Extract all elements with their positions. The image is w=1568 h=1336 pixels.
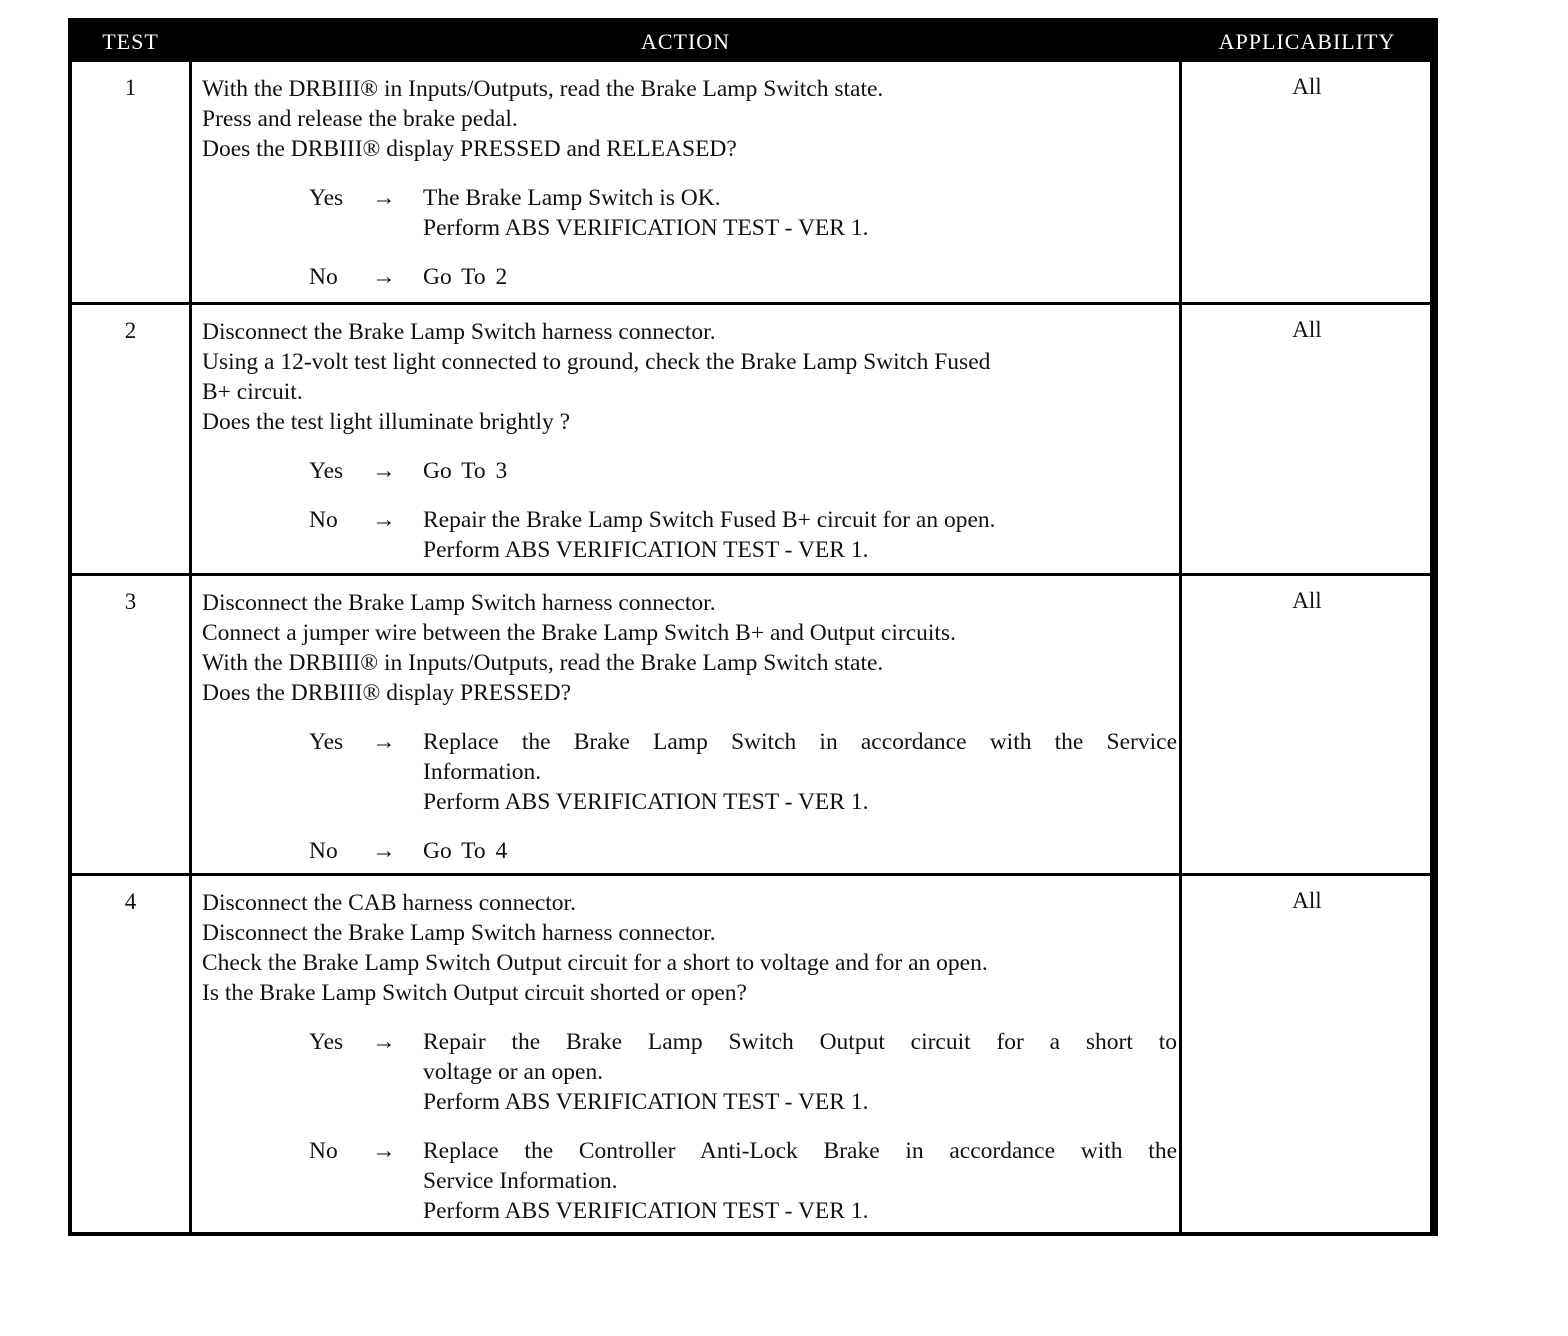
right-arrow-icon: →	[372, 264, 396, 290]
test-row-2	[72, 305, 1434, 573]
no-result	[202, 505, 1177, 565]
right-arrow-icon: →	[372, 185, 396, 211]
no-label: No	[309, 1138, 338, 1164]
test-action	[202, 888, 1177, 1226]
no-label: No	[309, 507, 338, 533]
result-text: Perform ABS VERIFICATION TEST - VER 1.	[423, 537, 869, 563]
step-text: Connect a jumper wire between the Brake Lamp Switch B+ and Output circuits.	[202, 620, 956, 646]
table-header	[72, 22, 1434, 62]
row-divider	[72, 573, 1434, 576]
yes-label: Yes	[309, 458, 344, 484]
yes-result	[202, 727, 1177, 817]
test-number: 4	[124, 889, 137, 914]
applicability-value: All	[1292, 74, 1322, 99]
test-action	[202, 588, 1177, 866]
goto-text: Go To 4	[423, 838, 508, 864]
applicability-value: All	[1292, 588, 1322, 613]
yes-label: Yes	[309, 1029, 344, 1055]
step-text: B+ circuit.	[202, 379, 303, 405]
step-text: With the DRBIII® in Inputs/Outputs, read the Brake Lamp Switch state.	[202, 650, 884, 676]
no-result	[202, 1136, 1177, 1226]
row-divider	[72, 302, 1434, 305]
step-text: Press and release the brake pedal.	[202, 106, 518, 132]
yes-result	[202, 456, 1177, 486]
step-text: With the DRBIII® in Inputs/Outputs, read the Brake Lamp Switch state.	[202, 76, 884, 102]
yes-label: Yes	[309, 185, 344, 211]
no-result	[202, 262, 1177, 292]
result-text: The Brake Lamp Switch is OK.	[423, 185, 721, 211]
yes-result	[202, 1027, 1177, 1117]
header-test: TEST	[102, 29, 159, 54]
result-text: Replace the Brake Lamp Switch in accordance with the Service	[423, 729, 1177, 755]
step-text: Using a 12-volt test light connected to ground, check the Brake Lamp Switch Fused	[202, 349, 991, 375]
goto-text: Go To 3	[423, 458, 508, 484]
right-arrow-icon: →	[372, 458, 396, 484]
step-text: Disconnect the Brake Lamp Switch harness connector.	[202, 920, 716, 946]
right-arrow-icon: →	[372, 507, 396, 533]
step-text: Check the Brake Lamp Switch Output circuit for a short to voltage and for an open.	[202, 950, 988, 976]
yes-result	[202, 183, 1177, 243]
step-text: Does the DRBIII® display PRESSED?	[202, 680, 572, 706]
no-label: No	[309, 838, 338, 864]
applicability-value: All	[1292, 317, 1322, 342]
goto-text: Go To 2	[423, 264, 508, 290]
test-number: 3	[124, 589, 137, 614]
step-text: Disconnect the Brake Lamp Switch harness connector.	[202, 590, 716, 616]
result-text: Information.	[423, 759, 542, 785]
right-arrow-icon: →	[372, 838, 396, 864]
test-number: 2	[124, 318, 137, 343]
row-divider	[72, 873, 1434, 876]
no-result	[202, 836, 1177, 866]
yes-label: Yes	[309, 729, 344, 755]
result-text: Perform ABS VERIFICATION TEST - VER 1.	[423, 215, 869, 241]
step-text: Disconnect the CAB harness connector.	[202, 890, 576, 916]
result-text: Service Information.	[423, 1168, 618, 1194]
test-row-4	[72, 876, 1434, 1234]
test-action	[202, 74, 1177, 292]
step-text: Disconnect the Brake Lamp Switch harness connector.	[202, 319, 716, 345]
test-row-1	[72, 62, 1434, 302]
result-text: Perform ABS VERIFICATION TEST - VER 1.	[423, 1198, 869, 1224]
result-text: voltage or an open.	[423, 1059, 604, 1085]
applicability-value: All	[1292, 888, 1322, 913]
test-row-3	[72, 576, 1434, 873]
test-number: 1	[124, 75, 137, 100]
diagnostic-test-table	[68, 18, 1438, 1236]
test-action	[202, 317, 1177, 565]
result-text: Replace the Controller Anti-Lock Brake in accordance with the	[423, 1138, 1177, 1164]
step-text: Is the Brake Lamp Switch Output circuit shorted or open?	[202, 980, 747, 1006]
result-text: Repair the Brake Lamp Switch Output circuit for a short to	[423, 1029, 1177, 1055]
result-text: Perform ABS VERIFICATION TEST - VER 1.	[423, 789, 869, 815]
step-text: Does the DRBIII® display PRESSED and RELEASED?	[202, 136, 737, 162]
result-text: Repair the Brake Lamp Switch Fused B+ circuit for an open.	[423, 507, 996, 533]
right-arrow-icon: →	[372, 1138, 396, 1164]
right-arrow-icon: →	[372, 1029, 396, 1055]
right-arrow-icon: →	[372, 729, 396, 755]
step-text: Does the test light illuminate brightly ?	[202, 409, 571, 435]
result-text: Perform ABS VERIFICATION TEST - VER 1.	[423, 1089, 869, 1115]
header-applicability: APPLICABILITY	[1218, 29, 1396, 54]
no-label: No	[309, 264, 338, 290]
header-action: ACTION	[640, 29, 731, 54]
